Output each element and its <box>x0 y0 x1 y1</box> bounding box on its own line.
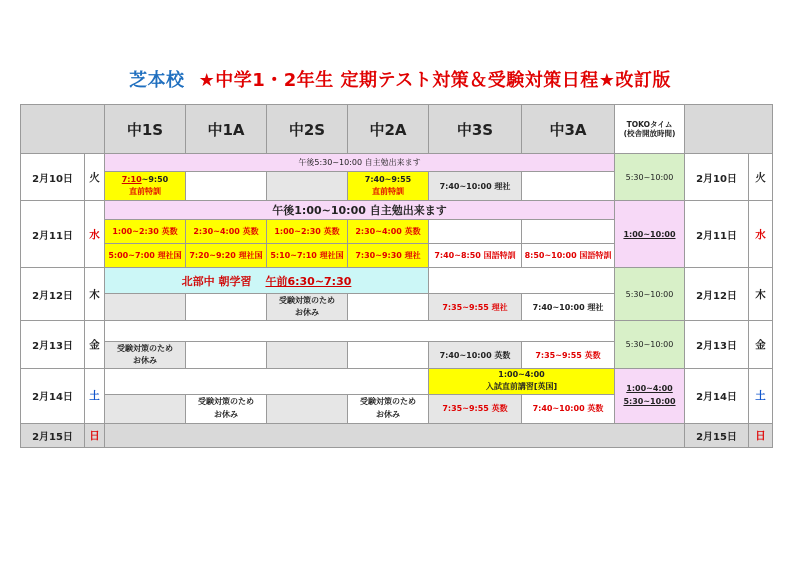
header-toko-title: TOKOタイム <box>626 119 673 129</box>
dow-cell-right: 火 <box>749 154 773 201</box>
empty-slot <box>267 342 348 369</box>
date-cell: 2月13日 <box>21 321 85 369</box>
dow-cell: 金 <box>85 321 105 369</box>
class-slot: 5:00~7:00 理社国 <box>105 244 186 268</box>
class-slot: 2:30~4:00 英数 <box>186 220 267 244</box>
self-study-banner: 午後1:00~10:00 自主勉出来ます <box>105 201 615 220</box>
date-cell-right: 2月11日 <box>685 201 749 268</box>
toko-time-2: 5:30~10:00 <box>623 396 676 406</box>
row-feb11-a <box>21 201 773 220</box>
dow-cell: 火 <box>85 154 105 201</box>
closed-note-line1: 受験対策のため <box>198 397 254 407</box>
closed-note <box>348 394 429 423</box>
toko-time: 5:30~10:00 <box>615 321 685 369</box>
toko-time-1: 1:00~4:00 <box>626 384 673 394</box>
closed-note-line2: お休み <box>295 308 319 317</box>
date-cell: 2月10日 <box>21 154 85 201</box>
closed-note-line1: 受験対策のため <box>360 397 416 407</box>
empty-slot <box>186 294 267 321</box>
row-feb10-a <box>21 154 773 172</box>
class-slot: 1:00~2:30 英数 <box>267 220 348 244</box>
morning-study-label: 北部中 朝学習 <box>181 274 252 288</box>
closed-note-line2: お休み <box>133 356 157 365</box>
title-school: 芝本校 <box>129 70 185 91</box>
header-grade-3: 中2S <box>267 105 348 154</box>
class-time: 7:40~9:55 <box>364 175 412 185</box>
closed-note-line1: 受験対策のため <box>279 295 335 305</box>
empty-slot <box>429 220 522 244</box>
class-slot: 7:35~9:55 英数 <box>429 394 522 423</box>
class-slot: 2:30~4:00 英数 <box>348 220 429 244</box>
class-slot: 7:40~10:00 英数 <box>429 342 522 369</box>
empty-slot <box>105 394 186 423</box>
toko-time: 1:00~10:00 <box>615 201 685 268</box>
self-study-banner: 午後5:30~10:00 自主勉出来ます <box>105 154 615 172</box>
closed-day-bar <box>105 423 685 447</box>
empty-slot <box>522 172 615 201</box>
class-time: ~9:50 <box>141 175 169 185</box>
date-cell: 2月14日 <box>21 369 85 424</box>
dow-cell: 土 <box>85 369 105 424</box>
row-feb15 <box>21 423 773 447</box>
date-cell: 2月12日 <box>21 268 85 321</box>
dow-cell-right: 日 <box>749 423 773 447</box>
date-cell-right: 2月15日 <box>685 423 749 447</box>
class-slot: 7:30~9:30 理社 <box>348 244 429 268</box>
class-slot <box>348 172 429 201</box>
class-time-highlight: 7:10 <box>121 175 142 185</box>
class-slot: 7:40~8:50 国語特訓 <box>429 244 522 268</box>
header-toko <box>615 105 685 154</box>
empty-slot <box>522 220 615 244</box>
morning-study-banner <box>105 268 429 294</box>
dow-cell-right: 木 <box>749 268 773 321</box>
closed-note <box>105 342 186 369</box>
dow-cell-right: 土 <box>749 369 773 424</box>
course-time: 1:00~4:00 <box>498 370 545 379</box>
page-title <box>0 66 800 92</box>
toko-time: 5:30~10:00 <box>615 268 685 321</box>
class-slot: 7:35~9:55 理社 <box>429 294 522 321</box>
header-grade-6: 中3A <box>522 105 615 154</box>
closed-note-line2: お休み <box>376 409 400 419</box>
toko-time: 5:30~10:00 <box>615 154 685 201</box>
closed-note <box>186 394 267 423</box>
header-toko-sub: (校舎開放時間) <box>623 129 676 138</box>
class-note: 直前特訓 <box>129 187 161 196</box>
class-slot: 5:10~7:10 理社国 <box>267 244 348 268</box>
date-cell-right: 2月12日 <box>685 268 749 321</box>
class-slot: 7:40~10:00 理社 <box>429 172 522 201</box>
empty-banner <box>105 369 429 395</box>
schedule-table <box>20 104 773 448</box>
closed-note-line1: 受験対策のため <box>117 343 173 353</box>
empty-slot <box>348 342 429 369</box>
date-cell: 2月11日 <box>21 201 85 268</box>
empty-slot <box>267 394 348 423</box>
date-cell: 2月15日 <box>21 423 85 447</box>
header-grade-2: 中1A <box>186 105 267 154</box>
empty-slot <box>105 294 186 321</box>
class-slot: 7:20~9:20 理社国 <box>186 244 267 268</box>
class-note: 直前特訓 <box>372 187 404 196</box>
empty-slot <box>348 294 429 321</box>
title-main: ★中学1・2年生 定期テスト対策＆受験対策日程★改訂版 <box>198 70 671 91</box>
header-grade-5: 中3S <box>429 105 522 154</box>
toko-time <box>615 369 685 424</box>
closed-note <box>267 294 348 321</box>
date-cell-right: 2月14日 <box>685 369 749 424</box>
course-title: 入試直前講習[英国] <box>485 382 558 392</box>
row-feb13-a <box>21 321 773 342</box>
dow-cell: 木 <box>85 268 105 321</box>
header-blank <box>21 105 105 154</box>
empty-slot <box>267 172 348 201</box>
dow-cell-right: 金 <box>749 321 773 369</box>
class-slot: 7:40~10:00 英数 <box>522 394 615 423</box>
dow-cell: 日 <box>85 423 105 447</box>
row-feb12-a <box>21 268 773 294</box>
class-slot <box>105 172 186 201</box>
class-slot: 7:40~10:00 理社 <box>522 294 615 321</box>
empty-slot <box>186 172 267 201</box>
dow-cell-right: 水 <box>749 201 773 268</box>
date-cell-right: 2月13日 <box>685 321 749 369</box>
row-feb14-a <box>21 369 773 395</box>
header-grade-1: 中1S <box>105 105 186 154</box>
date-cell-right: 2月10日 <box>685 154 749 201</box>
class-slot: 7:35~9:55 英数 <box>522 342 615 369</box>
empty-banner <box>105 321 615 342</box>
closed-note-line2: お休み <box>214 409 238 419</box>
class-slot: 8:50~10:00 国語特訓 <box>522 244 615 268</box>
dow-cell: 水 <box>85 201 105 268</box>
class-slot: 1:00~2:30 英数 <box>105 220 186 244</box>
morning-study-time: 午前6:30~7:30 <box>265 274 352 288</box>
header-grade-4: 中2A <box>348 105 429 154</box>
header-blank-right <box>685 105 773 154</box>
empty-slot <box>429 268 615 294</box>
empty-slot <box>186 342 267 369</box>
header-row <box>21 105 773 154</box>
entrance-exam-course <box>429 369 615 395</box>
